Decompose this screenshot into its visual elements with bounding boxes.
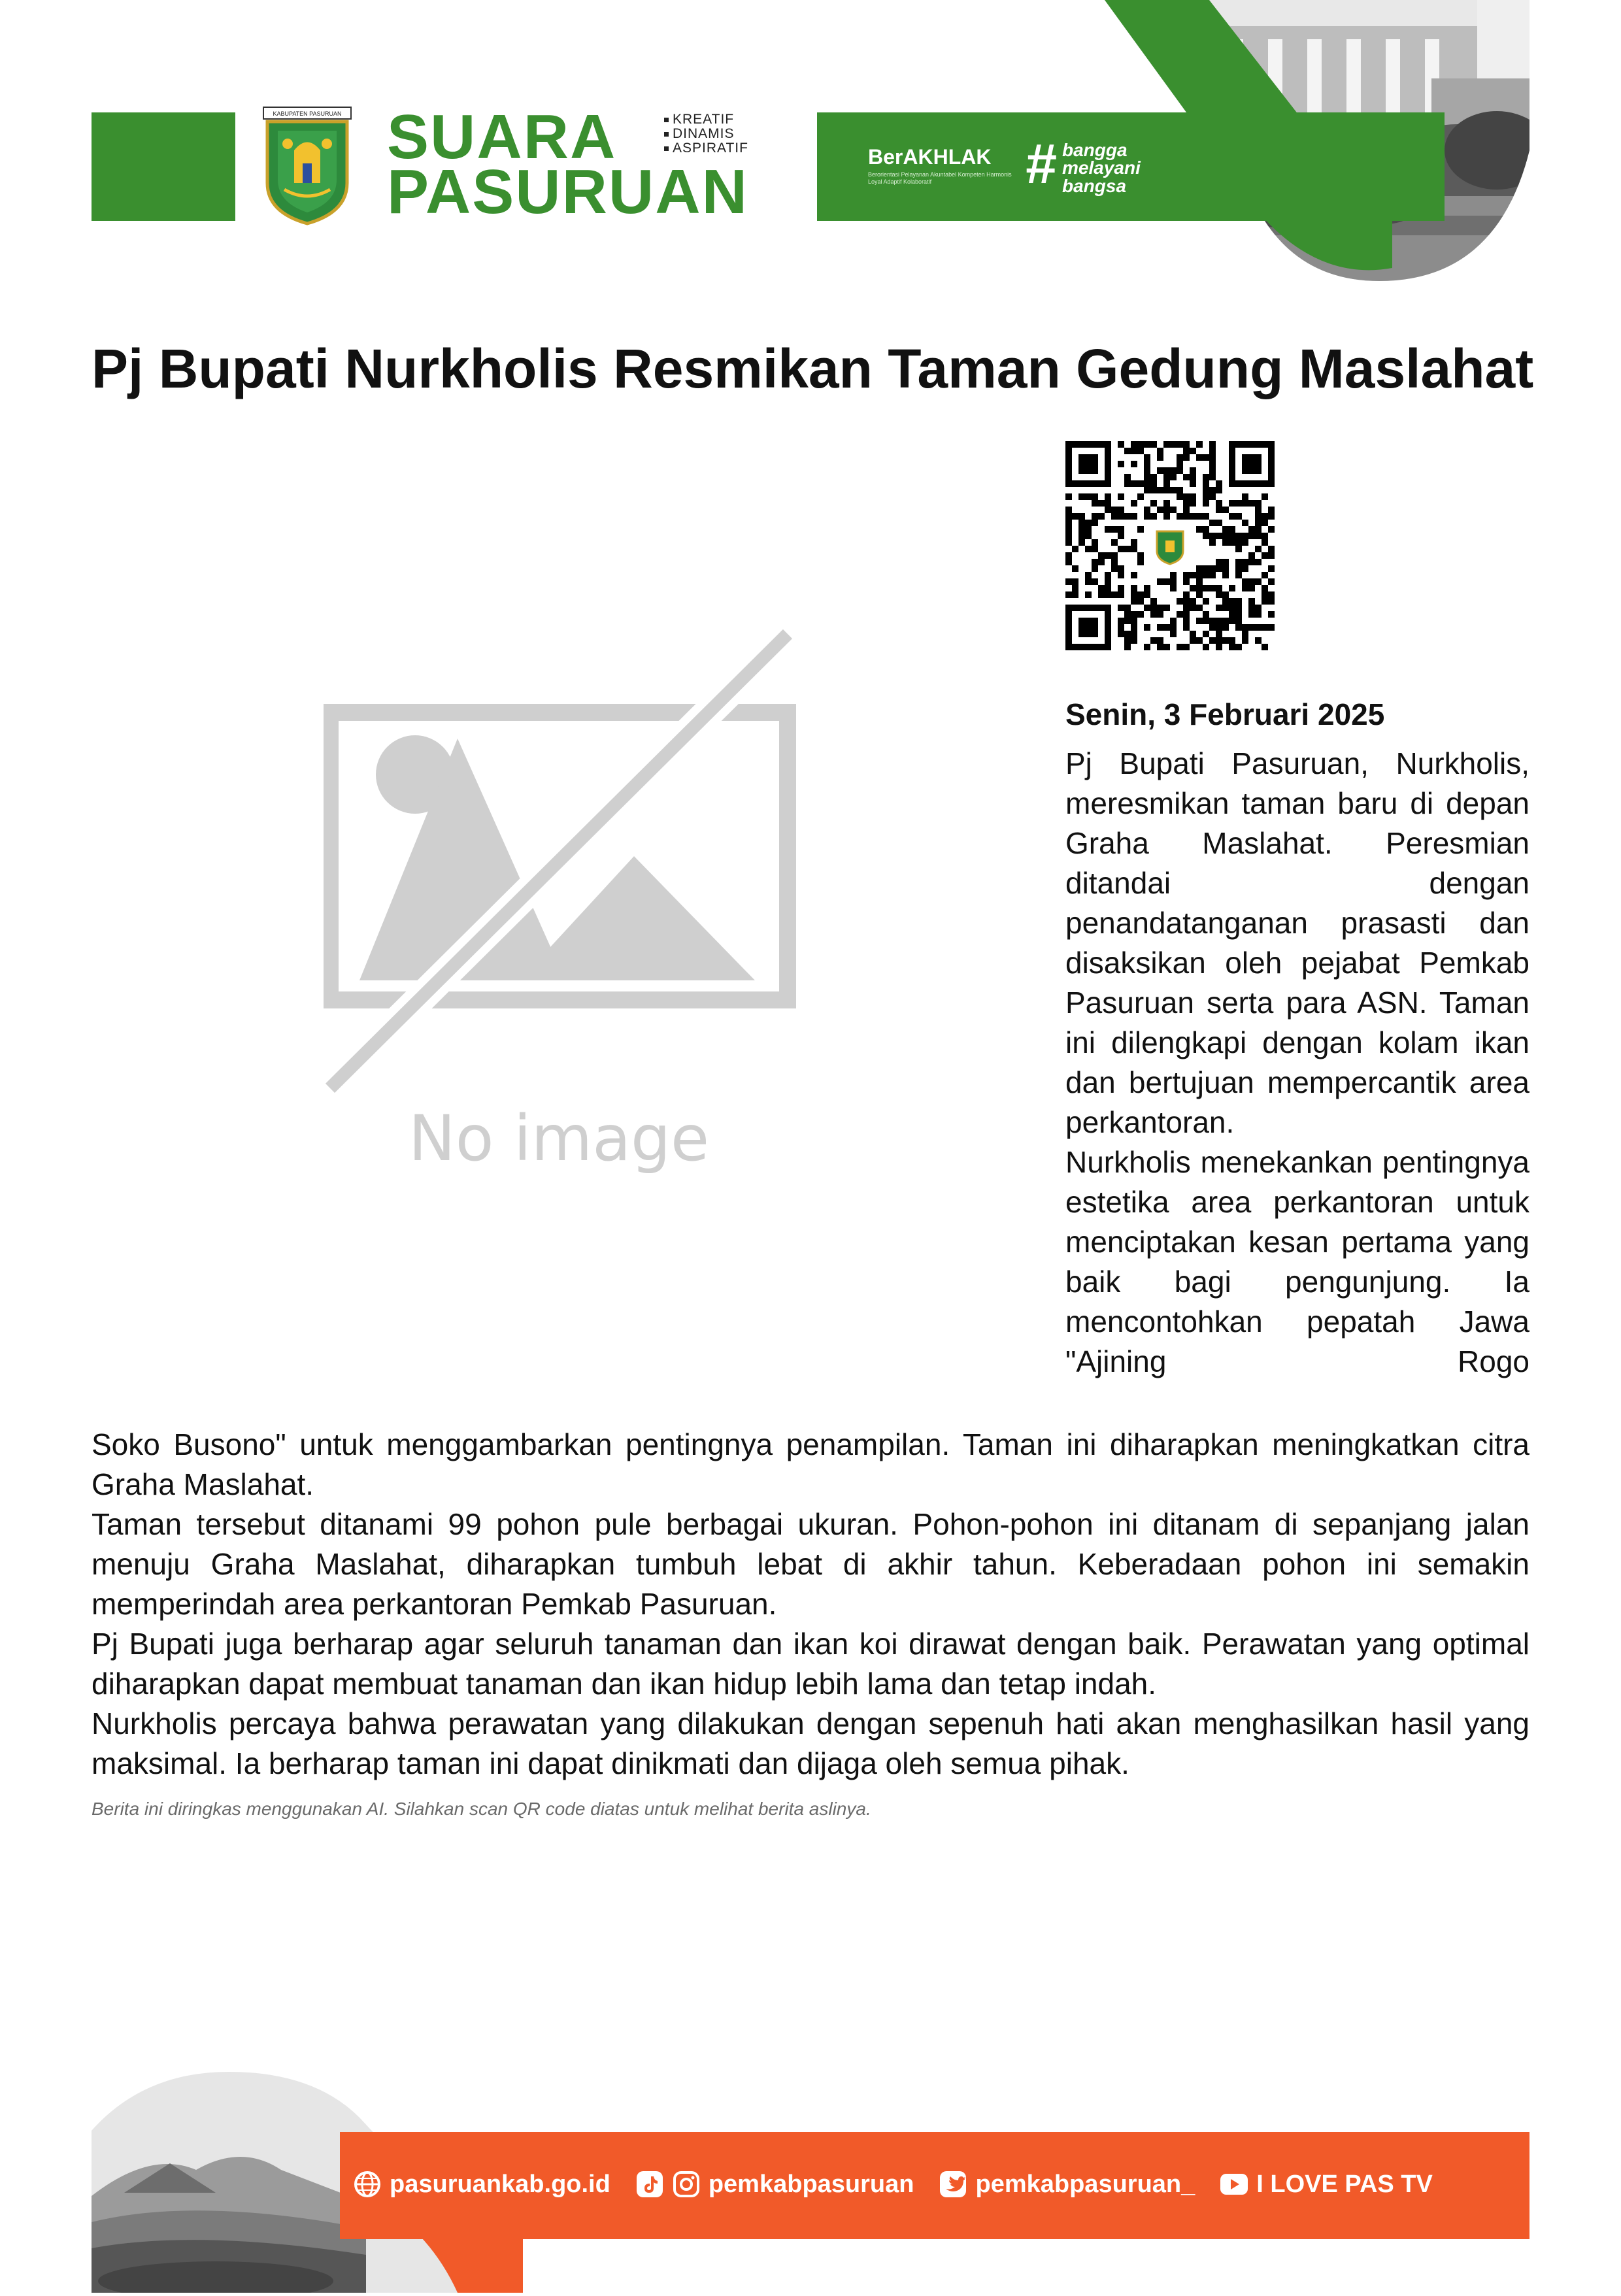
youtube-channel[interactable]: I LOVE PAS TV — [1256, 2170, 1433, 2198]
no-image-label: No image — [408, 1102, 710, 1175]
brand-taglines — [664, 112, 756, 156]
brand-line-2: PASURUAN — [387, 157, 748, 227]
ai-summary-note: Berita ini diringkas menggunakan AI. Silahkan scan QR code diatas untuk melihat berita aslinya. — [92, 1799, 871, 1819]
website-link[interactable]: pasuruankab.go.id — [390, 2170, 610, 2198]
article-title: Pj Bupati Nurkholis Resmikan Taman Gedung Maslahat — [92, 338, 1534, 399]
article-full-text — [92, 1425, 1529, 1784]
paragraph-4: Pj Bupati juga berharap agar seluruh tanaman dan ikan koi dirawat dengan baik. Perawatan yang optimal diharapkan dapat membuat tanaman dan ikan hidup lebih lama dan tetap indah. — [92, 1627, 1529, 1701]
paragraph-2-end: Soko Busono" untuk menggambarkan pentingnya penampilan. Taman ini diharapkan meningkatkan citra Graha Maslahat. — [92, 1427, 1529, 1501]
header-left-bar — [92, 112, 235, 221]
tagline-2: DINAMIS — [664, 127, 756, 141]
instagram-icon[interactable] — [672, 2170, 701, 2199]
youtube-icon[interactable] — [1220, 2170, 1248, 2199]
no-image-icon — [324, 627, 807, 1190]
brand-line-1: SUARA — [387, 102, 617, 172]
emblem-banner-text: KABUPATEN PASURUAN — [273, 110, 342, 117]
qr-code[interactable] — [1065, 441, 1275, 650]
paragraph-1: Pj Bupati Pasuruan, Nurkholis, meresmikan taman baru di depan Graha Maslahat. Peresmian ditandai dengan penandatanganan prasasti dan disaksikan oleh pejabat Pemkab Pasuruan serta para ASN. Taman ini dilengkapi dengan kolam ikan dan bertujuan mempercantik area perkantoran. — [1065, 746, 1529, 1139]
berakhlak-subtitle: Berorientasi Pelayanan Akuntabel Kompeten Harmonis Loyal Adaptif Kolaboratif — [868, 171, 1012, 185]
hashtag-icon: # — [1025, 133, 1056, 195]
twitter-handle[interactable]: pemkabpasuruan_ — [975, 2170, 1195, 2198]
instagram-tiktok-handle[interactable]: pemkabpasuruan — [708, 2170, 914, 2198]
bmb-line-2: melayani — [1062, 158, 1141, 178]
berakhlak-logo: BerAKHLAK — [868, 145, 992, 169]
tagline-3: ASPIRATIF — [664, 141, 756, 156]
twitter-icon[interactable] — [939, 2170, 967, 2199]
paragraph-2-start: Nurkholis menekankan pentingnya estetika area perkantoran untuk menciptakan kesan pertama yang baik bagi pengunjung. Ia mencontohkan pepatah Jawa "Ajining Rogo — [1065, 1145, 1529, 1378]
tagline-1: KREATIF — [664, 112, 756, 127]
bmb-line-3: bangsa — [1062, 175, 1127, 196]
paragraph-5: Nurkholis percaya bahwa perawatan yang dilakukan dengan sepenuh hati akan menghasilkan hasil yang maksimal. Ia berharap taman ini dapat dinikmati dan dijaga oleh semua pihak. — [92, 1706, 1529, 1780]
article-date: Senin, 3 Februari 2025 — [1065, 697, 1385, 731]
tiktok-icon[interactable] — [635, 2170, 664, 2199]
paragraph-3: Taman tersebut ditanami 99 pohon pule berbagai ukuran. Pohon-pohon ini ditanam di sepanjang jalan menuju Graha Maslahat, diharapkan tumbuh lebat di akhir tahun. Keberadaan pohon ini semakin memperindah area perkantoran Pemkab Pasuruan. — [92, 1507, 1529, 1621]
bmb-line-1: bangga — [1062, 140, 1128, 160]
pasuruan-emblem — [258, 105, 356, 225]
bangga-melayani-bangsa — [1062, 141, 1141, 195]
article-column-text — [1065, 744, 1529, 1382]
footer-links — [353, 2165, 1433, 2204]
globe-icon — [353, 2170, 382, 2199]
